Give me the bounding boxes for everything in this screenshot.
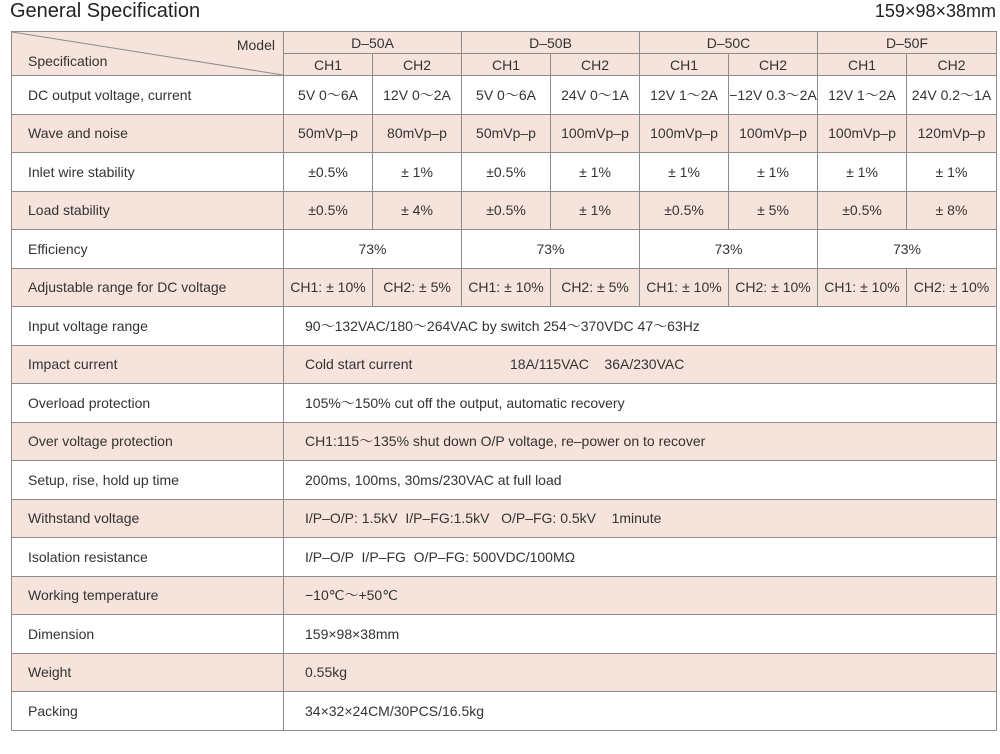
channel-cell: CH2: [907, 54, 997, 76]
row-load-stability: [12, 191, 997, 230]
value-cell: 12V 1～2A: [818, 76, 907, 115]
value-cell: 73%: [284, 230, 462, 269]
value-cell: 5V 0～6A: [284, 76, 373, 115]
row-label: Weight: [12, 653, 284, 692]
value-cell: 73%: [640, 230, 818, 269]
value-cell: 12V 0～2A: [373, 76, 462, 115]
impact-note: Cold start current: [305, 356, 413, 373]
row-input-voltage: [12, 307, 997, 346]
value-cell: 24V 0.2～1A: [907, 76, 997, 115]
spec-table: [11, 31, 997, 731]
row-temperature: [12, 576, 997, 615]
value-cell: 5V 0～6A: [462, 76, 551, 115]
row-packing: [12, 692, 997, 731]
value-cell: 50mVp–p: [284, 114, 373, 153]
row-label: Over voltage protection: [12, 422, 284, 461]
row-withstand: [12, 499, 997, 538]
corner-model-label: Model: [236, 37, 275, 53]
corner-spec-label: Specification: [28, 53, 108, 69]
row-label: Load stability: [12, 191, 284, 230]
model-d50f: D–50F: [818, 32, 997, 54]
row-label: Isolation resistance: [12, 538, 284, 577]
value-cell: ± 1%: [640, 153, 729, 192]
value-cell: ± 1%: [551, 153, 640, 192]
channel-cell: CH2: [729, 54, 818, 76]
model-d50b: D–50B: [462, 32, 640, 54]
row-label: Inlet wire stability: [12, 153, 284, 192]
row-setup-time: [12, 461, 997, 500]
value-cell: ± 1%: [551, 191, 640, 230]
row-adjust-range: [12, 268, 997, 307]
row-efficiency: [12, 230, 997, 269]
corner-header-cell: [12, 32, 284, 76]
row-label: Wave and noise: [12, 114, 284, 153]
channel-cell: CH2: [551, 54, 640, 76]
model-d50a: D–50A: [284, 32, 462, 54]
value-cell: CH2: ± 5%: [373, 268, 462, 307]
row-overload: [12, 384, 997, 423]
row-label: Impact current: [12, 345, 284, 384]
page-title: General Specification: [10, 0, 201, 22]
row-label: Adjustable range for DC voltage: [12, 268, 284, 307]
value-cell: [284, 345, 997, 384]
value-cell: 100mVp–p: [818, 114, 907, 153]
value-cell: 90～132VAC/180～264VAC by switch 254～370VDC 47～63Hz: [284, 307, 997, 346]
value-cell: 120mVp–p: [907, 114, 997, 153]
value-cell: CH1: ± 10%: [462, 268, 551, 307]
channel-cell: CH2: [373, 54, 462, 76]
value-cell: I/P–O/P: 1.5kV I/P–FG:1.5kV O/P–FG: 0.5kV 1minute: [284, 499, 997, 538]
value-cell: 73%: [462, 230, 640, 269]
value-cell: 100mVp–p: [640, 114, 729, 153]
value-cell: ± 1%: [373, 153, 462, 192]
value-cell: 34×32×24CM/30PCS/16.5kg: [284, 692, 997, 731]
value-cell: 100mVp–p: [551, 114, 640, 153]
dimensions-heading: 159×98×38mm: [874, 1, 996, 21]
value-cell: ±0.5%: [284, 191, 373, 230]
row-label: Efficiency: [12, 230, 284, 269]
channel-cell: CH1: [284, 54, 373, 76]
row-dc-output: [12, 76, 997, 115]
value-cell: CH1: ± 10%: [640, 268, 729, 307]
value-cell: 200ms, 100ms, 30ms/230VAC at full load: [284, 461, 997, 500]
value-cell: −10℃～+50℃: [284, 576, 997, 615]
row-label: Input voltage range: [12, 307, 284, 346]
row-overvoltage: [12, 422, 997, 461]
value-cell: 73%: [818, 230, 997, 269]
model-d50c: D–50C: [640, 32, 818, 54]
value-cell: ±0.5%: [462, 191, 551, 230]
value-cell: ±0.5%: [818, 191, 907, 230]
channel-cell: CH1: [640, 54, 729, 76]
value-cell: 159×98×38mm: [284, 615, 997, 654]
row-label: Dimension: [12, 615, 284, 654]
row-label: Packing: [12, 692, 284, 731]
value-cell: ±0.5%: [462, 153, 551, 192]
row-weight: [12, 653, 997, 692]
impact-value: 18A/115VAC 36A/230VAC: [510, 356, 685, 373]
value-cell: ±0.5%: [640, 191, 729, 230]
channel-cell: CH1: [462, 54, 551, 76]
value-cell: 105%～150% cut off the output, automatic recovery: [284, 384, 997, 423]
value-cell: ± 4%: [373, 191, 462, 230]
row-label: Overload protection: [12, 384, 284, 423]
value-cell: 80mVp–p: [373, 114, 462, 153]
value-cell: ± 5%: [729, 191, 818, 230]
row-impact-current: [12, 345, 997, 384]
value-cell: CH1: ± 10%: [284, 268, 373, 307]
row-inlet-stability: [12, 153, 997, 192]
row-label: Working temperature: [12, 576, 284, 615]
value-cell: ± 8%: [907, 191, 997, 230]
model-header-row: [12, 32, 997, 54]
value-cell: 24V 0～1A: [551, 76, 640, 115]
value-cell: I/P–O/P I/P–FG O/P–FG: 500VDC/100MΩ: [284, 538, 997, 577]
row-wave-noise: [12, 114, 997, 153]
value-cell: 12V 1～2A: [640, 76, 729, 115]
value-cell: ± 1%: [818, 153, 907, 192]
channel-cell: CH1: [818, 54, 907, 76]
row-isolation: [12, 538, 997, 577]
value-cell: −12V 0.3～2A: [729, 76, 818, 115]
row-dimension: [12, 615, 997, 654]
value-cell: CH1:115～135% shut down O/P voltage, re–power on to recover: [284, 422, 997, 461]
value-cell: 0.55kg: [284, 653, 997, 692]
row-label: Withstand voltage: [12, 499, 284, 538]
row-label: Setup, rise, hold up time: [12, 461, 284, 500]
value-cell: CH2: ± 5%: [551, 268, 640, 307]
value-cell: ± 1%: [729, 153, 818, 192]
value-cell: CH1: ± 10%: [818, 268, 907, 307]
row-label: DC output voltage, current: [12, 76, 284, 115]
value-cell: 100mVp–p: [729, 114, 818, 153]
value-cell: ± 1%: [907, 153, 997, 192]
value-cell: 50mVp–p: [462, 114, 551, 153]
value-cell: ±0.5%: [284, 153, 373, 192]
value-cell: CH2: ± 10%: [907, 268, 997, 307]
value-cell: CH2: ± 10%: [729, 268, 818, 307]
